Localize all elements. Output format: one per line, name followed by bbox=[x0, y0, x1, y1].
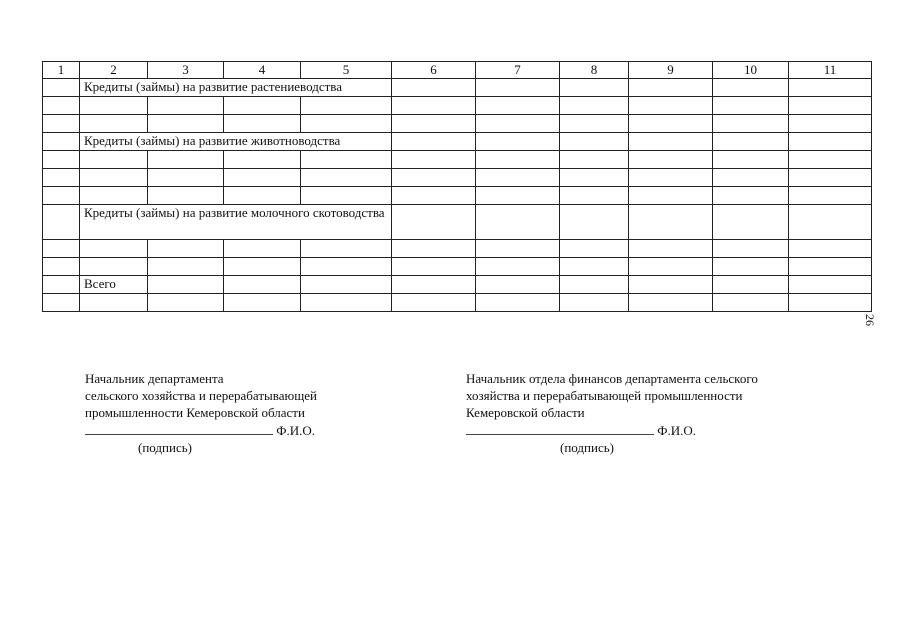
table-cell bbox=[43, 294, 80, 312]
table-cell bbox=[148, 115, 224, 133]
table-row bbox=[43, 97, 872, 115]
table-cell bbox=[629, 115, 713, 133]
table-cell bbox=[301, 151, 392, 169]
table-cell bbox=[713, 187, 789, 205]
table-cell bbox=[392, 276, 476, 294]
table-cell bbox=[789, 276, 872, 294]
table-cell bbox=[43, 79, 80, 97]
table-row bbox=[43, 151, 872, 169]
table-cell bbox=[224, 276, 301, 294]
fio-label: Ф.И.О. bbox=[276, 423, 316, 438]
table-cell bbox=[560, 187, 629, 205]
fio-label: Ф.И.О. bbox=[657, 423, 697, 438]
table-cell bbox=[392, 79, 476, 97]
section-row-livestock bbox=[43, 133, 872, 151]
table-cell bbox=[148, 294, 224, 312]
table-cell bbox=[43, 115, 80, 133]
table-cell bbox=[629, 276, 713, 294]
section-row-dairy bbox=[43, 205, 872, 240]
signature-block-right bbox=[466, 370, 846, 456]
signature-caption: (подпись) bbox=[138, 440, 192, 455]
table-cell bbox=[560, 133, 629, 151]
table-cell bbox=[476, 240, 560, 258]
table-cell bbox=[476, 258, 560, 276]
table-cell bbox=[224, 151, 301, 169]
table-cell bbox=[713, 258, 789, 276]
table-cell bbox=[713, 294, 789, 312]
column-number: 2 bbox=[80, 62, 148, 79]
table-cell bbox=[392, 169, 476, 187]
total-row bbox=[43, 276, 872, 294]
column-number-row bbox=[43, 62, 872, 79]
section-title-livestock: Кредиты (займы) на развитие животноводства bbox=[80, 133, 392, 151]
table-cell bbox=[148, 240, 224, 258]
table-cell bbox=[224, 115, 301, 133]
table-cell bbox=[476, 205, 560, 240]
table-cell bbox=[301, 258, 392, 276]
table-cell bbox=[392, 258, 476, 276]
table-cell bbox=[80, 187, 148, 205]
table-cell bbox=[789, 115, 872, 133]
table-cell bbox=[560, 258, 629, 276]
table-cell bbox=[224, 258, 301, 276]
column-number: 4 bbox=[224, 62, 301, 79]
table-cell bbox=[43, 187, 80, 205]
table-cell bbox=[629, 79, 713, 97]
table-cell bbox=[301, 115, 392, 133]
column-number: 6 bbox=[392, 62, 476, 79]
table-cell bbox=[476, 294, 560, 312]
table-cell bbox=[713, 97, 789, 115]
signatory-title-line: сельского хозяйства и перерабатывающей bbox=[85, 388, 317, 403]
signature-caption: (подпись) bbox=[560, 440, 614, 455]
table-cell bbox=[43, 133, 80, 151]
table-cell bbox=[43, 97, 80, 115]
table-cell bbox=[80, 240, 148, 258]
table-row bbox=[43, 240, 872, 258]
report-table bbox=[42, 61, 872, 312]
table-cell bbox=[476, 276, 560, 294]
table-cell bbox=[789, 133, 872, 151]
section-row-crop bbox=[43, 79, 872, 97]
signatory-title-line: Кемеровской области bbox=[466, 405, 585, 420]
table-cell bbox=[629, 240, 713, 258]
table-cell bbox=[713, 276, 789, 294]
table-cell bbox=[789, 205, 872, 240]
table-cell bbox=[224, 294, 301, 312]
table-cell bbox=[392, 151, 476, 169]
table-cell bbox=[148, 151, 224, 169]
table-row bbox=[43, 258, 872, 276]
table-cell bbox=[301, 240, 392, 258]
table-cell bbox=[301, 169, 392, 187]
table-cell bbox=[560, 97, 629, 115]
table-cell bbox=[392, 187, 476, 205]
table-row bbox=[43, 169, 872, 187]
table-cell bbox=[713, 240, 789, 258]
table-cell bbox=[148, 187, 224, 205]
table-cell bbox=[43, 151, 80, 169]
table-cell bbox=[80, 97, 148, 115]
table-cell bbox=[224, 240, 301, 258]
page-number: 26 bbox=[863, 314, 877, 326]
table-cell bbox=[629, 97, 713, 115]
column-number: 8 bbox=[560, 62, 629, 79]
table-cell bbox=[80, 115, 148, 133]
table-cell bbox=[629, 169, 713, 187]
table-cell bbox=[713, 115, 789, 133]
table-row bbox=[43, 294, 872, 312]
table-cell bbox=[789, 151, 872, 169]
table-cell bbox=[224, 187, 301, 205]
table-row bbox=[43, 187, 872, 205]
table-cell bbox=[789, 294, 872, 312]
table-cell bbox=[43, 258, 80, 276]
table-cell bbox=[789, 97, 872, 115]
table-cell bbox=[301, 187, 392, 205]
table-cell bbox=[224, 169, 301, 187]
table-cell bbox=[560, 79, 629, 97]
table-cell bbox=[789, 240, 872, 258]
table-cell bbox=[629, 133, 713, 151]
table-cell bbox=[148, 169, 224, 187]
table-cell bbox=[713, 169, 789, 187]
column-number: 7 bbox=[476, 62, 560, 79]
signatory-title-line: промышленности Кемеровской области bbox=[85, 405, 305, 420]
table-cell bbox=[392, 240, 476, 258]
table-cell bbox=[629, 294, 713, 312]
table-cell bbox=[629, 205, 713, 240]
table-cell bbox=[560, 115, 629, 133]
table-cell bbox=[476, 133, 560, 151]
table-cell bbox=[789, 169, 872, 187]
table-cell bbox=[476, 187, 560, 205]
table-cell bbox=[148, 97, 224, 115]
table-cell bbox=[80, 294, 148, 312]
table-cell bbox=[148, 258, 224, 276]
table-cell bbox=[392, 294, 476, 312]
table-cell bbox=[392, 115, 476, 133]
table-cell bbox=[789, 258, 872, 276]
table-cell bbox=[301, 294, 392, 312]
table-cell bbox=[560, 151, 629, 169]
table-cell bbox=[80, 258, 148, 276]
column-number: 9 bbox=[629, 62, 713, 79]
table-cell bbox=[713, 205, 789, 240]
table-cell bbox=[80, 169, 148, 187]
table-cell bbox=[789, 79, 872, 97]
table-cell bbox=[629, 151, 713, 169]
signatory-title-line: хозяйства и перерабатывающей промышленности bbox=[466, 388, 743, 403]
table-cell bbox=[392, 133, 476, 151]
table-cell bbox=[560, 294, 629, 312]
table-cell bbox=[148, 276, 224, 294]
table-cell bbox=[560, 240, 629, 258]
table-cell bbox=[43, 169, 80, 187]
table-cell bbox=[476, 97, 560, 115]
table-cell bbox=[476, 169, 560, 187]
table-cell bbox=[789, 187, 872, 205]
signature-line-row bbox=[466, 421, 846, 439]
table-cell bbox=[476, 151, 560, 169]
table-cell bbox=[476, 115, 560, 133]
table-cell bbox=[560, 205, 629, 240]
table-cell bbox=[392, 205, 476, 240]
table-cell bbox=[629, 258, 713, 276]
table-cell bbox=[713, 151, 789, 169]
signatory-title-line: Начальник отдела финансов департамента сельского bbox=[466, 371, 758, 386]
table-cell bbox=[392, 97, 476, 115]
table-cell bbox=[43, 276, 80, 294]
table-cell bbox=[629, 187, 713, 205]
table-cell bbox=[301, 97, 392, 115]
signature-block-left bbox=[85, 370, 415, 456]
table-cell bbox=[43, 240, 80, 258]
signatory-title-line: Начальник департамента bbox=[85, 371, 224, 386]
total-label: Всего bbox=[80, 276, 148, 294]
table-row bbox=[43, 115, 872, 133]
table-cell bbox=[301, 276, 392, 294]
column-number: 3 bbox=[148, 62, 224, 79]
column-number: 1 bbox=[43, 62, 80, 79]
section-title-crop: Кредиты (займы) на развитие растениеводства bbox=[80, 79, 392, 97]
table-cell bbox=[560, 169, 629, 187]
table-cell bbox=[80, 151, 148, 169]
table-cell bbox=[476, 79, 560, 97]
table-cell bbox=[43, 205, 80, 240]
table-cell bbox=[713, 79, 789, 97]
signature-line-row bbox=[85, 421, 415, 439]
table-cell bbox=[560, 276, 629, 294]
section-title-dairy: Кредиты (займы) на развитие молочного скотоводства bbox=[80, 205, 392, 240]
table-cell bbox=[224, 97, 301, 115]
column-number: 10 bbox=[713, 62, 789, 79]
column-number: 11 bbox=[789, 62, 872, 79]
table-cell bbox=[713, 133, 789, 151]
signature-underline bbox=[85, 421, 273, 435]
column-number: 5 bbox=[301, 62, 392, 79]
signature-underline bbox=[466, 421, 654, 435]
